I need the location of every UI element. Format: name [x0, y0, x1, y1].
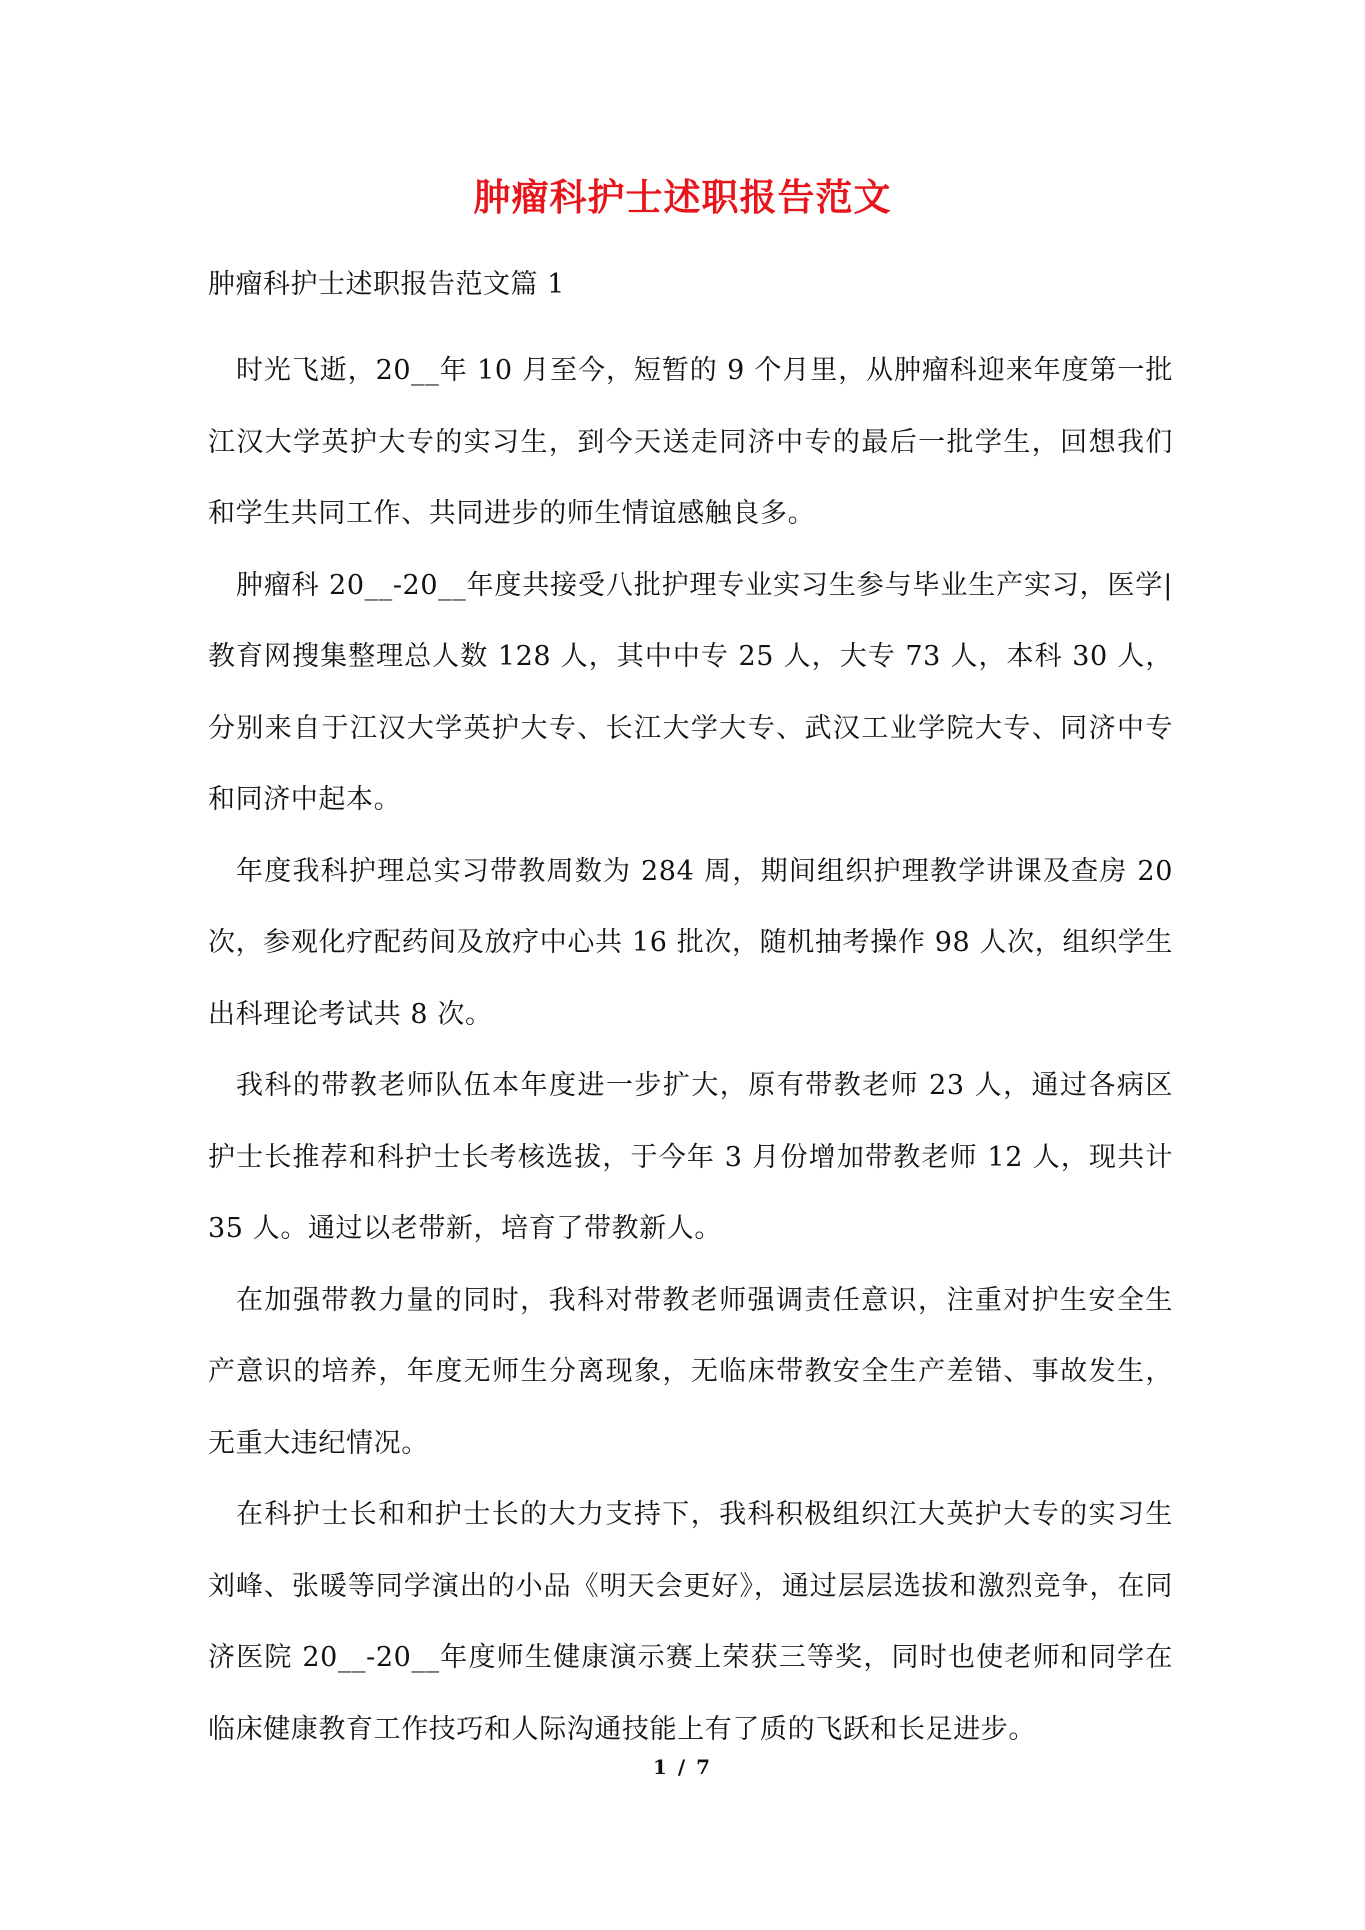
paragraph-1: 时光飞逝，20__年 10 月至今，短暂的 9 个月里，从肿瘤科迎来年度第一批江汉大学英护大专的实习生，到今天送走同济中专的最后一批学生，回想我们和学生共同工作、共同进步的师生情谊感触良多。 [208, 355, 1173, 529]
paragraph-2: 肿瘤科 20__-20__年度共接受八批护理专业实习生参与毕业生产实习，医学|教育网搜集整理总人数 128 人，其中中专 25 人，大专 73 人，本科 30 人，分别来自于江汉大学英护大专、长江大学大专、武汉工业学院大专、同济中专和同济中起本。 [208, 569, 1173, 815]
document-title: 肿瘤科护士述职报告范文 [473, 175, 892, 219]
paragraph-3: 年度我科护理总实习带教周数为 284 周，期间组织护理教学讲课及查房 20 次，参观化疗配药间及放疗中心共 16 批次，随机抽考操作 98 人次，组织学生出科理论考试共 8 次。 [208, 855, 1173, 1030]
page-number: 1 / 7 [652, 1755, 713, 1779]
document-body [208, 263, 1173, 1765]
paragraph-4: 我科的带教老师队伍本年度进一步扩大，原有带教老师 23 人，通过各病区护士长推荐和科护士长考核选拔，于今年 3 月份增加带教老师 12 人，现共计 35 人。通过以老带新，培育了带教新人。 [208, 1070, 1173, 1244]
document-subtitle: 肿瘤科护士述职报告范文篇 1 [208, 269, 565, 300]
paragraph-5: 在加强带教力量的同时，我科对带教老师强调责任意识，注重对护生安全生产意识的培养，年度无师生分离现象，无临床带教安全生产差错、事故发生，无重大违纪情况。 [208, 1284, 1173, 1459]
paragraph-6: 在科护士长和和护士长的大力支持下，我科积极组织江大英护大专的实习生刘峰、张暖等同学演出的小品《明天会更好》，通过层层选拔和激烈竞争，在同济医院 20__-20__年度师生健康演示赛上荣获三等奖，同时也使老师和同学在临床健康教育工作技巧和人际沟通技能上有了质的飞跃和长足进步。 [208, 1499, 1173, 1745]
